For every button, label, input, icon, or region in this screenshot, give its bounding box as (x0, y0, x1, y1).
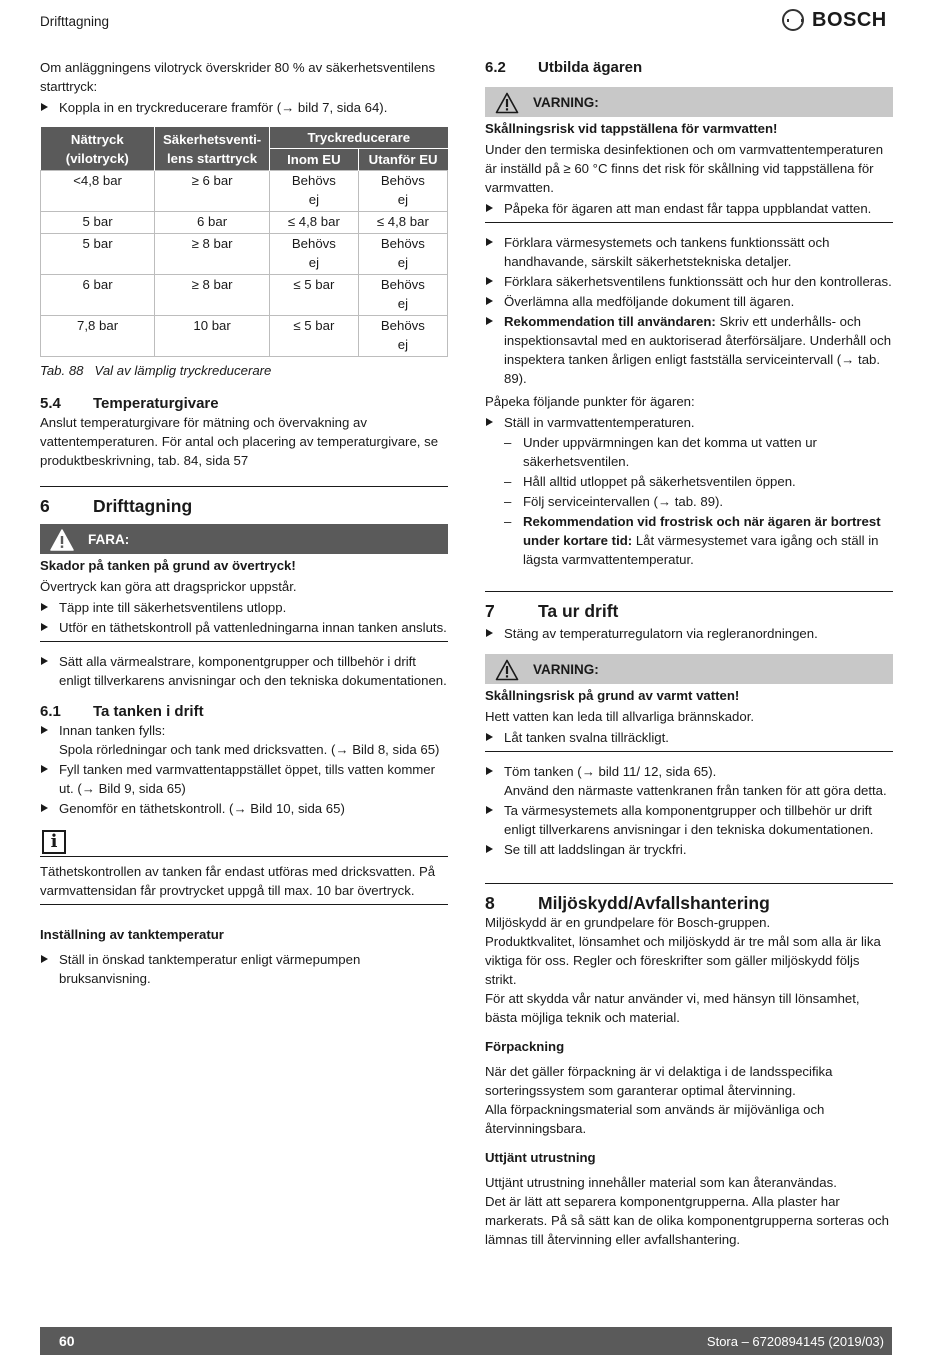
tank-temp-heading: Inställning av tanktemperatur (40, 927, 224, 942)
section-8-heading: 8 Miljöskydd/Avfallshantering (485, 883, 893, 913)
shutdown-bullet: Töm tanken (→ bild 11/ 12, sida 65). Använd den närmaste vattenkranen från tanken för att göra detta. (485, 762, 893, 800)
bosch-logo (782, 9, 887, 31)
points-dash-item: – Under uppvärmningen kan det komma ut vatten ur säkerhetsventilen. (485, 433, 893, 471)
shutdown-bullet: Ta värmesystemets alla komponentgrupper och tillbehör ur drift enligt tillverkarens anvisningar i den tekniska dokumentationen. (485, 801, 893, 839)
page-number: 60 (59, 1332, 75, 1349)
brand-name: BOSCH (812, 8, 887, 31)
shutdown-bullet: Se till att laddslingan är tryckfri. (485, 840, 893, 859)
table-row: 5 bar ≥ 8 bar Behövs ej Behövs ej (41, 234, 448, 275)
environment-text: Miljöskydd är en grundpelare för Bosch-gruppen. (485, 915, 771, 930)
instruction-bullet: Rekommendation till användaren: Skriv ett underhålls- och inspektionsavtal med en auktoriserad återförsäljare. Underhåll och inspektera tanken årligen enligt fastställa serviceintervall (→ tab. 89). (485, 312, 893, 388)
col-header-outside-eu: Utanför EU (358, 149, 447, 171)
points-dash-item: – Håll alltid utloppet på säkerhetsventilen öppen. (485, 472, 893, 491)
tank-temp-bullet: Ställ in önskad tanktemperatur enligt värmepumpen bruksanvisning. (40, 950, 448, 988)
table-row: 5 bar 6 bar ≤ 4,8 bar ≤ 4,8 bar (41, 212, 448, 234)
packaging-text: Alla förpackningsmaterial som används är mijövänliga och återvinningsbara. (485, 1102, 825, 1136)
fill-bullet: Fyll tanken med varmvattentappstället öppet, tills vatten kommer ut. (→ Bild 9, sida 65) (40, 760, 448, 798)
col-header-inside-eu: Inom EU (270, 149, 359, 171)
document-reference: Stora – 6720894145 (2019/03) (706, 1333, 884, 1349)
danger-warning-icon (50, 529, 72, 549)
info-icon: i (42, 830, 66, 854)
col-header-pressure-reducer: Tryckreducerare (270, 127, 448, 149)
table-row: 6 bar ≥ 8 bar ≤ 5 bar Behövs ej (41, 275, 448, 316)
environment-text: Produktkvalitet, lönsamhet och miljöskydd är tre mål som alla är lika viktiga för oss. Regler och föreskrifter som gäller miljöskydd följs strikt. (485, 934, 881, 987)
warning-bar: VARNING: (485, 87, 893, 117)
instruction-bullet: Överlämna alla medföljande dokument till ägaren. (485, 292, 893, 311)
warning-icon (495, 92, 517, 112)
info-text: Täthetskontrollen av tanken får endast utföras med dricksvatten. På varmvattensidan får provtrycket uppgå till max. 10 bar övertryck. (40, 862, 448, 905)
warning-icon (495, 659, 517, 679)
warning-bar: VARNING: (485, 654, 893, 684)
intro-text: Om anläggningens vilotryck överskrider 80 % av säkerhetsventilens starttryck: (40, 60, 436, 94)
old-equipment-heading: Uttjänt utrustning (485, 1150, 596, 1165)
danger-title: Skador på tanken på grund av övertryck! (40, 558, 296, 573)
section-6-1-heading: 6.1 Ta tanken i drift (40, 703, 204, 720)
warning-text: Under den termiska desinfektionen och om varmvattentemperaturen är inställd på ≥ 60 °C finns det risk för skållning vid tappställena för varmvatten. (485, 142, 884, 195)
packaging-text: När det gäller förpackning är vi delaktiga i de landsspecifika sorteringssystem som garanterar optimal återvinning. (485, 1064, 833, 1098)
points-dash-item: – Rekommendation vid frostrisk och när ägaren är bortrest under kortare tid: Låt värmesystemet vara igång och ställ in lägsta varmvattentemperatur. (485, 512, 893, 569)
old-equipment-text: Det är lätt att separera komponentgrupperna. Alla plaster har markerats. På så sätt kan de olika komponentgrupperna sorteras och lämnas till återvinning eller avfallshantering. (485, 1194, 889, 1247)
danger-bullet: Täpp inte till säkerhetsventilens utlopp. (40, 598, 448, 617)
environment-text: För att skydda vår natur använder vi, med hänsyn till lönsamhet, bästa möjliga teknik och material. (485, 991, 860, 1025)
points-bullet: Ställ in varmvattentemperaturen. (485, 413, 893, 432)
instruction-bullet: Förklara värmesystemets och tankens funktionssätt och handhavande, särskilt säkerhetstekniska detaljer. (485, 233, 893, 271)
fill-bullet: Innan tanken fylls: Spola rörledningar och tank med dricksvatten. (→ Bild 8, sida 65) (40, 721, 448, 759)
old-equipment-text: Uttjänt utrustning innehåller material som kan återanvändas. (485, 1175, 837, 1190)
points-intro: Påpeka följande punkter för ägaren: (485, 394, 695, 409)
warning-bullet: Låt tanken svalna tillräckligt. (485, 728, 893, 752)
fill-bullet: Genomför en täthetskontroll. (→ Bild 10, sida 65) (40, 799, 448, 818)
right-column (485, 58, 893, 1249)
warning-title: Skållningsrisk vid tappställena för varmvatten! (485, 121, 778, 136)
packaging-heading: Förpackning (485, 1039, 565, 1054)
pressure-reducer-table (40, 127, 448, 357)
running-header-title: Drifttagning (40, 14, 110, 29)
danger-bar: FARA: (40, 524, 448, 554)
commissioning-bullet: Sätt alla värmealstrare, komponentgrupper och tillbehör i drift enligt tillverkarens anvisningar och den tekniska dokumentationen. (40, 652, 448, 690)
table-caption: Tab. 88 Val av lämplig tryckreducerare (40, 363, 272, 378)
instruction-bullet: Förklara säkerhetsventilens funktionssätt och hur den kontrolleras. (485, 272, 893, 291)
bosch-armature-icon (782, 9, 804, 31)
col-header-net-pressure: Nättryck (vilotryck) (41, 127, 155, 171)
warning-bullet: Påpeka för ägaren att man endast får tappa uppblandat vatten. (485, 199, 893, 223)
warning-text: Hett vatten kan leda till allvarliga brännskador. (485, 709, 755, 724)
danger-bullet: Utför en täthetskontroll på vattenledningarna innan tanken ansluts. (40, 618, 448, 642)
warning-title: Skållningsrisk på grund av varmt vatten! (485, 688, 740, 703)
table-row: <4,8 bar ≥ 6 bar Behövs ej Behövs ej (41, 171, 448, 212)
col-header-safety-valve: Säkerhetsventi- lens starttryck (155, 127, 270, 171)
section-6-2-heading: 6.2 Utbilda ägaren (485, 59, 643, 76)
danger-text: Övertryck kan göra att dragsprickor uppstår. (40, 579, 297, 594)
page-footer (40, 1327, 892, 1355)
section-5-4-text: Anslut temperaturgivare för mätning och övervakning av vattentemperaturen. För antal och placering av temperaturgivare, se produktbeskrivning, tab. 84, sida 57 (40, 415, 439, 468)
shutdown-bullet: Stäng av temperaturregulatorn via regleranordningen. (485, 624, 893, 643)
left-column (40, 58, 448, 988)
table-row: 7,8 bar 10 bar ≤ 5 bar Behövs ej (41, 316, 448, 357)
points-dash-item: – Följ serviceintervallen (→ tab. 89). (485, 492, 893, 511)
info-bar (40, 826, 448, 857)
intro-bullet: Koppla in en tryckreducerare framför (→ bild 7, sida 64). (40, 98, 448, 117)
section-7-heading: 7 Ta ur drift (485, 591, 893, 621)
section-6-heading: 6 Drifttagning (40, 486, 448, 516)
section-5-4-heading: 5.4 Temperaturgivare (40, 395, 219, 412)
